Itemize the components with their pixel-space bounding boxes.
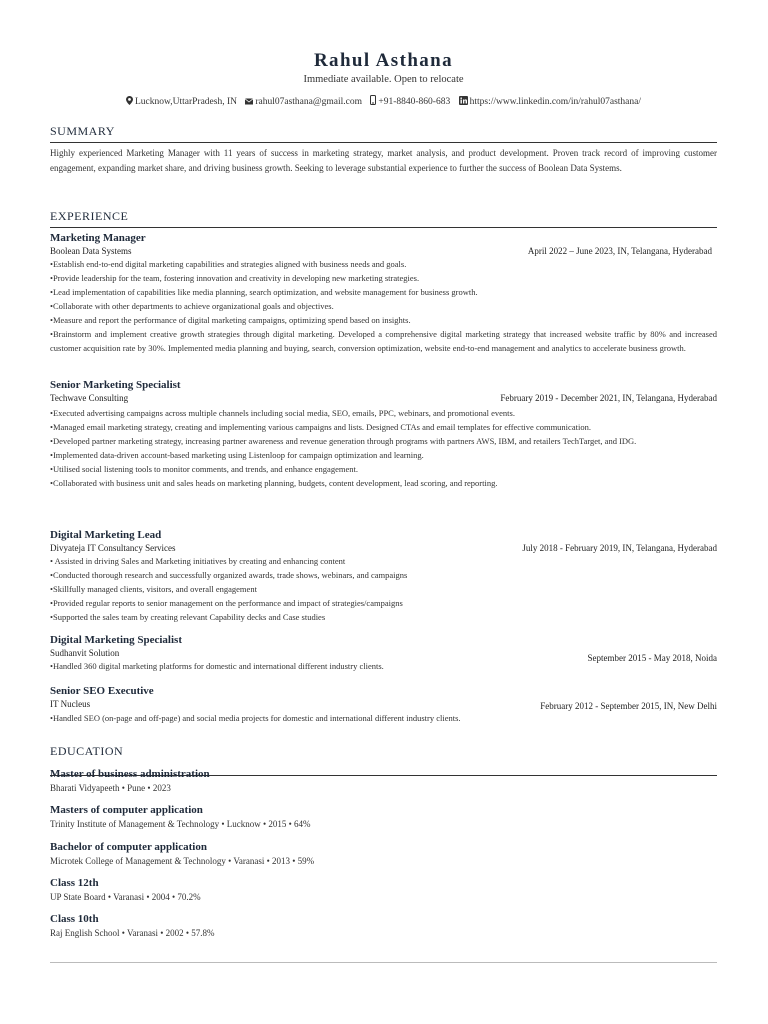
linkedin-icon [459,96,468,105]
job-bullet: •Provide leadership for the team, fostering innovation and creativity in developing new marketing strategies. [50,273,420,283]
job-entry [50,528,717,624]
education-detail: Raj English School • Varanasi • 2002 • 57.8% [50,928,215,938]
email-icon [245,98,253,105]
job-dates-location: September 2015 - May 2018, Noida [587,653,717,663]
education-entry [50,912,717,939]
job-dates-location: February 2019 - December 2021, IN, Telangana, Hyderabad [500,393,717,403]
job-bullet: •Provided regular reports to senior management on the performance and impact of strategies/campaigns [50,598,403,608]
job-title: Digital Marketing Specialist [50,634,182,646]
job-title: Marketing Manager [50,232,146,244]
job-bullet: •Supported the sales team by creating relevant Capability decks and Case studies [50,612,326,622]
contact-linkedin[interactable]: https://www.linkedin.com/in/rahul07asthana/ [459,97,641,107]
company-name: Techwave Consulting [50,393,129,403]
candidate-name: Rahul Asthana [313,50,454,71]
education-detail: Bharati Vidyapeeth • Pune • 2023 [50,783,171,793]
job-bullet: •Developed partner marketing strategy, increasing partner awareness and revenue generation through programs with partners AWS, IBM, and retailers TechTarget, and IDG. [50,436,637,446]
job-bullet: •Collaborate with other departments to achieve organizational goals and objectives. [50,301,334,311]
tagline: Immediate available. Open to relocate [303,74,464,85]
page-end-divider [50,962,717,963]
summary-heading: SUMMARY [50,124,115,138]
experience-heading: EXPERIENCE [50,209,129,223]
education-detail: Trinity Institute of Management & Technology • Lucknow • 2015 • 64% [50,819,311,829]
job-bullet: •Handled SEO (on-page and off-page) and social media projects for domestic and international different industry clients. [50,713,461,723]
job-bullet: •Managed email marketing strategy, creating and implementing various campaigns and lists. Designed CTAs and email templates for effective communication. [50,422,591,432]
summary-text: Highly experienced Marketing Manager with 11 years of success in marketing strategy, market analysis, and product development. Proven track record of improving customer engagement, expanding market share, and driving business growth. Seeking to leverage substantial experience to further the success of Boolean Data Systems. [50,148,717,173]
job-entry [50,633,717,673]
contact-email[interactable]: rahul07asthana@gmail.com [245,97,364,107]
degree-title: Bachelor of computer application [50,841,207,853]
job-title: Senior Marketing Specialist [50,379,181,391]
location-pin-icon [126,96,133,105]
job-title: Senior SEO Executive [50,685,154,697]
job-bullet: •Handled 360 digital marketing platforms for domestic and international different industry clients. [50,661,384,671]
company-name: IT Nucleus [50,699,91,709]
job-bullet: •Conducted thorough research and successfully organized awards, trade shows, webinars, and campaigns [50,570,408,580]
education-entry [50,876,717,903]
section-divider [50,142,717,143]
degree-title: Masters of computer application [50,804,203,816]
degree-title: Class 10th [50,913,99,925]
job-dates-location: February 2012 - September 2015, IN, New Delhi [540,701,717,711]
job-title: Digital Marketing Lead [50,529,162,541]
contact-line [50,95,717,107]
job-bullet: •Implemented data-driven account-based marketing using Listenloop for campaign optimization and learning. [50,450,424,460]
job-entry [50,231,717,355]
phone-icon [370,95,376,105]
education-detail: Microtek College of Management & Technology • Varanasi • 2013 • 59% [50,856,315,866]
education-entry [50,840,717,867]
job-dates-location: April 2022 – June 2023, IN, Telangana, Hyderabad [527,246,712,256]
job-dates-location: July 2018 - February 2019, IN, Telangana, Hyderabad [522,543,717,553]
job-bullet: •Establish end-to-end digital marketing capabilities and strategies aligned with business needs and goals. [50,259,407,269]
job-bullet: •Brainstorm and implement creative growth strategies through digital marketing. Developed a comprehensive digital marketing strategy that increased website traffic by 80% and increased customer acquisition rate by 30%. Implemented media planning and buying, search, conversion optimization, website end-to-end management and analytics to accelerate business growth. [50,329,717,353]
job-entry [50,378,717,490]
education-detail: UP State Board • Varanasi • 2004 • 70.2% [50,892,201,902]
education-entry [50,767,717,794]
job-bullet: •Lead implementation of capabilities like media planning, search optimization, and website management for business growth. [50,287,478,297]
education-heading: EDUCATION [50,744,124,758]
company-name: Sudhanvit Solution [50,648,120,658]
resume-page [50,0,717,1024]
contact-location: Lucknow,UttarPradesh, IN [126,97,239,107]
degree-title: Master of business administration [50,768,210,780]
section-divider [50,227,717,228]
job-bullet: •Measure and report the performance of digital marketing campaigns, optimizing spend based on insights. [50,315,411,325]
job-bullet: • Assisted in driving Sales and Marketing initiatives by creating and enhancing content [50,556,346,566]
education-entry [50,803,717,830]
job-bullet: •Executed advertising campaigns across multiple channels including social media, SEO, emails, PPC, webinars, and promotional events. [50,408,515,418]
degree-title: Class 12th [50,877,99,889]
company-name: Divyateja IT Consultancy Services [50,543,176,553]
job-entry [50,684,717,725]
contact-phone[interactable]: +91-8840-860-683 [370,97,452,107]
company-name: Boolean Data Systems [50,246,132,256]
job-bullet: •Collaborated with business unit and sales heads on marketing planning, budgets, content development, lead scoring, and reporting. [50,478,498,488]
job-bullet: •Skillfully managed clients, visitors, and overall engagement [50,584,257,594]
job-bullet: •Utilised social listening tools to monitor comments, and trends, and enhance engagement. [50,464,358,474]
